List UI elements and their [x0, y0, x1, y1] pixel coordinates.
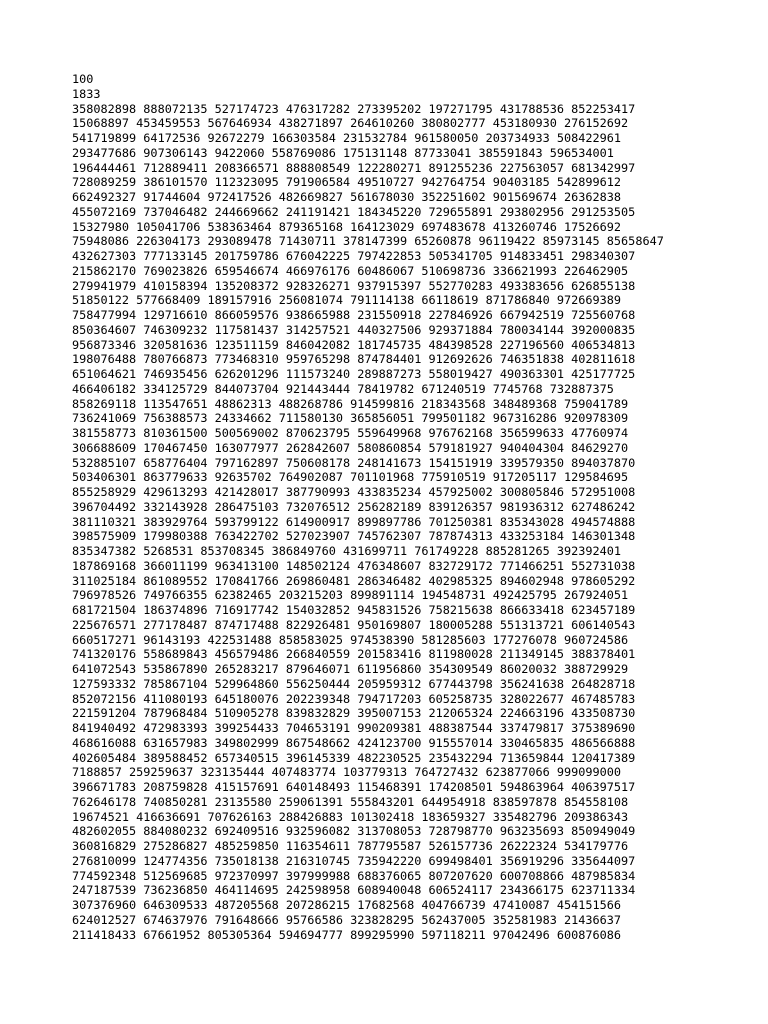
text-line: 360816829 275286827 485259850 116354611 787795587 526157736 26222324 534179776 — [72, 839, 629, 853]
text-line: 381110321 383929764 593799122 614900917 899897786 701250381 835343028 494574888 — [72, 514, 636, 529]
text-line: 221591204 787968484 510905278 839832829 395007153 212065324 224663196 433508730 — [72, 706, 636, 721]
text-line: 100 — [72, 72, 94, 86]
text-line: 381558773 810361500 500569002 870623795 559649968 976762168 356599633 47760974 — [72, 426, 629, 440]
text-line: 307376960 646309533 487205568 207286215 17682568 404766739 47410087 454151566 — [72, 898, 622, 912]
text-line: 196444461 712889411 208366571 888808549 122280271 891255236 227563057 681342997 — [72, 160, 636, 175]
text-line: 651064621 746935456 626201296 111573240 289887273 558019427 490363301 425177725 — [72, 367, 636, 381]
text-line: 358082898 888072135 527174723 476317282 273395202 197271795 431788536 852253417 — [72, 101, 636, 116]
text-document — [72, 72, 762, 942]
text-line: 503406301 863779633 92635702 764902087 701101968 775910519 917205117 129584695 — [72, 470, 629, 485]
text-line: 762646178 740850281 23135580 259061391 555843201 644954918 838597878 854558108 — [72, 794, 629, 809]
text-line: 1833 — [72, 86, 101, 101]
text-line: 728089259 386101570 112323095 791906584 49510727 942764754 90403185 542899612 — [72, 175, 622, 190]
text-line: 956873346 320581636 123511159 846042082 181745735 484398528 227196560 406534813 — [72, 337, 636, 352]
text-line: 681721504 186374896 716917742 154032852 945831526 758215638 866633418 623457189 — [72, 603, 636, 617]
text-line: 432627303 777133145 201759786 676042225 797422853 505341705 914833451 298340307 — [72, 249, 636, 263]
text-line: 541719899 64172536 92672279 166303584 231532784 961580050 203734933 508422961 — [72, 131, 622, 145]
text-line: 398575909 179980388 763422702 527023907 745762307 787874313 433253184 146301348 — [72, 529, 636, 544]
text-line: 758477994 129716610 866059576 938665988 231550918 227846926 667942519 725560768 — [72, 308, 636, 322]
text-line: 855258929 429613293 421428017 387790993 433835234 457925002 300805846 572951008 — [72, 485, 636, 499]
text-line: 482602055 884080232 692409516 932596082 313708053 728798770 963235693 850949049 — [72, 824, 636, 839]
text-line: 75948086 226304173 293089478 71430711 378147399 65260878 96119422 85973145 85658647 — [72, 234, 664, 249]
text-line: 468616088 631657983 349802999 867548662 424123700 915557014 330465835 486566888 — [72, 735, 636, 750]
text-line: 19674521 416636691 707626163 288426883 101302418 183659327 335482796 209386343 — [72, 809, 629, 824]
text-line: 51850122 577668409 189157916 256081074 791114138 66118619 871786840 972669389 — [72, 293, 622, 308]
text-line: 396671783 208759828 415157691 640148493 115468391 174208501 594863964 406397517 — [72, 780, 636, 794]
text-line: 660517271 96143193 422531488 858583025 974538390 581285603 177276078 960724586 — [72, 632, 629, 647]
text-line: 247187539 736236850 464114695 242598958 608940048 606524117 234366175 623711334 — [72, 883, 636, 898]
text-line: 532885107 658776404 797162897 750608178 248141673 154151919 339579350 894037870 — [72, 455, 636, 470]
text-line: 276810099 124774356 735018138 216310745 735942220 699498401 356919296 335644097 — [72, 853, 636, 868]
text-line: 293477686 907306143 9422060 558769086 175131148 87733041 385591843 596534001 — [72, 145, 614, 160]
text-line: 198076488 780766873 773468310 959765298 874784401 912692626 746351838 402811618 — [72, 352, 636, 367]
text-line: 835347382 5268531 853708345 386849760 431699711 761749228 885281265 392392401 — [72, 544, 622, 558]
text-line: 7188857 259259637 323135444 407483774 103779313 764727432 623877066 999099000 — [72, 765, 622, 780]
text-line: 841940492 472983393 399254433 704653191 990209381 488387544 337479817 375389690 — [72, 721, 636, 735]
text-line: 466406182 334125729 844073704 921443444 78419782 671240519 7745768 732887375 — [72, 381, 614, 396]
text-line: 396704492 332143928 286475103 732076512 256282189 839126357 981936312 627486242 — [72, 499, 636, 514]
text-line: 311025184 861089552 170841766 269860481 286346482 402985325 894602948 978605292 — [72, 573, 636, 588]
text-line: 127593332 785867104 529964860 556250444 205959312 677443798 356241638 264828718 — [72, 676, 636, 691]
text-line: 402605484 389588452 657340515 396145339 482230525 235432294 713659844 120417389 — [72, 750, 636, 765]
text-line: 796978526 749766355 62382465 203215203 899891114 194548731 492425795 267924051 — [72, 588, 629, 603]
text-line: 641072543 535867890 265283217 879646071 611956860 354309549 86020032 388729929 — [72, 662, 629, 676]
text-line: 455072169 737046482 244669662 241191421 184345220 729655891 293802956 291253505 — [72, 204, 636, 219]
text-line: 187869168 366011199 963413100 148502124 476348607 832729172 771466251 552731038 — [72, 558, 636, 573]
text-line: 306688609 170467450 163077977 262842607 580860854 579181927 940404304 84629270 — [72, 440, 629, 455]
text-line: 624012527 674637976 791648666 95766586 323828295 562437005 352581983 21436637 — [72, 912, 622, 927]
text-line: 15068897 453459553 567646934 438271897 264610260 380802777 453180930 276152692 — [72, 116, 629, 131]
text-line: 858269118 113547651 48862313 488268786 914599816 218343568 348489368 759041789 — [72, 396, 629, 411]
text-line: 225676571 277178487 874717488 822926481 950169807 180005288 551313721 606140543 — [72, 617, 636, 632]
text-line: 662492327 91744604 972417526 482669827 561678030 352251602 901569674 26362838 — [72, 190, 622, 204]
text-line: 741320176 558689843 456579486 266840559 201583416 811980028 211349145 388378401 — [72, 647, 636, 662]
text-line: 850364607 746309232 117581437 314257521 440327506 929371884 780034144 392000835 — [72, 322, 636, 337]
text-line: 15327980 105041706 538363464 879365168 164123029 697483678 413260746 17526692 — [72, 219, 622, 234]
text-line: 736241069 756388573 24334662 711580130 365856051 799501182 967316286 920978309 — [72, 411, 629, 426]
text-line: 279941979 410158394 135208372 928326271 937915397 552770283 493383656 626855138 — [72, 278, 636, 293]
text-line: 215862170 769023826 659546674 466976176 60486067 510698736 336621993 226462905 — [72, 263, 629, 278]
text-line: 211418433 67661952 805305364 594694777 899295990 597118211 97042496 600876086 — [72, 927, 622, 942]
text-line: 774592348 512569685 972370997 397999988 688376065 807207620 600708866 487985834 — [72, 868, 636, 883]
text-line: 852072156 411080193 645180076 202239348 794717203 605258735 328022677 467485783 — [72, 691, 636, 706]
